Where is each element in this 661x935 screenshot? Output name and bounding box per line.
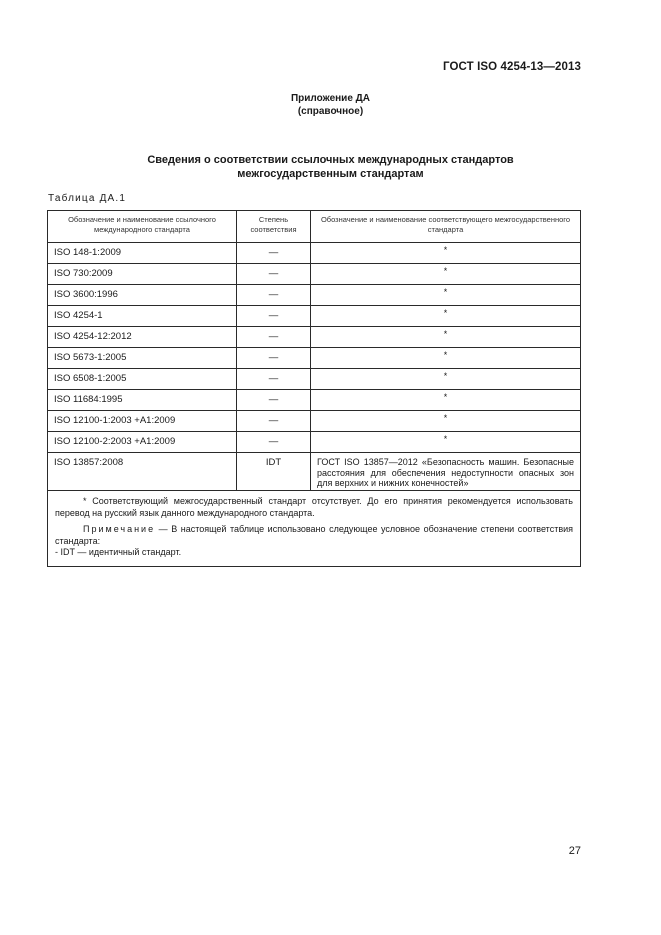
table-row	[48, 264, 580, 285]
cell-ref: ISO 4254-12:2012	[48, 327, 237, 347]
section-heading	[0, 153, 661, 181]
table-row	[48, 432, 580, 453]
cell-national: *	[443, 434, 448, 444]
cell-national: *	[443, 371, 448, 381]
page-number: 27	[568, 845, 581, 857]
appendix-title: Приложение ДА	[290, 93, 371, 104]
heading-line-2: межгосударственным стандартам	[237, 168, 424, 180]
table-notes-row	[48, 491, 580, 566]
header-ref-standard: Обозначение и наименование ссылочного международного стандарта	[48, 211, 237, 242]
note	[55, 524, 573, 547]
table-row	[48, 411, 580, 432]
header-degree: Степень соответствия	[237, 211, 311, 242]
cell-degree: —	[237, 369, 311, 389]
cell-degree: —	[237, 264, 311, 284]
cell-national: *	[443, 329, 448, 339]
cell-ref: ISO 6508-1:2005	[48, 369, 237, 389]
cell-degree: IDT	[237, 453, 311, 490]
table-row	[48, 390, 580, 411]
table-row	[48, 453, 580, 491]
cell-degree: —	[237, 348, 311, 368]
cell-degree: —	[237, 390, 311, 410]
table-row	[48, 348, 580, 369]
cell-national: *	[443, 350, 448, 360]
note-text: — В настоящей таблице использовано следующее условное обозначение степени соответствия стандарта:	[55, 524, 573, 546]
table-row	[48, 285, 580, 306]
cell-ref: ISO 13857:2008	[48, 453, 237, 490]
cell-degree: —	[237, 243, 311, 263]
cell-ref: ISO 148-1:2009	[48, 243, 237, 263]
cell-ref: ISO 730:2009	[48, 264, 237, 284]
cell-national: *	[443, 245, 448, 255]
table-row	[48, 327, 580, 348]
footnote: * Соответствующий межгосударственный стандарт отсутствует. До его принятия рекомендуется использовать перевод на русский язык данного международного стандарта.	[55, 496, 573, 518]
cell-national: *	[443, 392, 448, 402]
heading-line-1: Сведения о соответствии ссылочных международных стандартов	[147, 154, 514, 166]
correspondence-table	[47, 210, 581, 567]
cell-national: *	[443, 413, 448, 423]
idt-legend: - IDT — идентичный стандарт.	[55, 547, 182, 557]
cell-degree: —	[237, 432, 311, 452]
table-row	[48, 306, 580, 327]
appendix-subtitle: (справочное)	[297, 106, 364, 117]
note-label: Примечание	[83, 524, 156, 534]
cell-ref: ISO 4254-1	[48, 306, 237, 326]
cell-degree: —	[237, 285, 311, 305]
table-notes	[48, 491, 580, 566]
standard-code: ГОСТ ISO 4254-13—2013	[443, 61, 581, 73]
cell-ref: ISO 12100-1:2003 +A1:2009	[48, 411, 237, 431]
cell-degree: —	[237, 411, 311, 431]
cell-degree: —	[237, 306, 311, 326]
table-row	[48, 369, 580, 390]
header-national-standard: Обозначение и наименование соответствующего межгосударственного стандарта	[320, 215, 571, 234]
table-caption: Таблица ДА.1	[48, 193, 127, 204]
cell-ref: ISO 5673-1:2005	[48, 348, 237, 368]
cell-national: *	[443, 266, 448, 276]
cell-ref: ISO 3600:1996	[48, 285, 237, 305]
cell-degree: —	[237, 327, 311, 347]
cell-national: ГОСТ ISO 13857—2012 «Безопасность машин. Безопасные расстояния для обеспечения недоступности опасных зон для верхних и нижних конечностей»	[317, 457, 574, 488]
appendix-block	[0, 92, 661, 118]
cell-ref: ISO 11684:1995	[48, 390, 237, 410]
table-header-row	[48, 211, 580, 243]
cell-national: *	[443, 287, 448, 297]
table-row	[48, 243, 580, 264]
cell-ref: ISO 12100-2:2003 +A1:2009	[48, 432, 237, 452]
cell-national: *	[443, 308, 448, 318]
